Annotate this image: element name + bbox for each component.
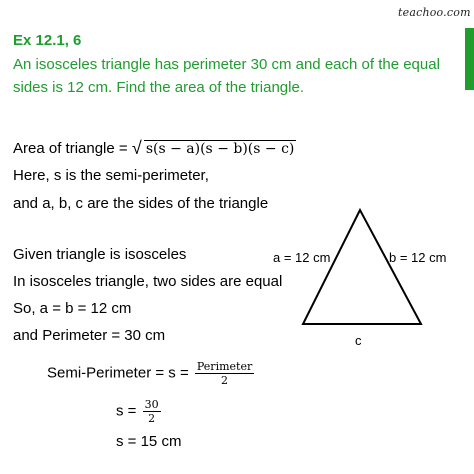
- teachoo-logo: teachoo.com: [398, 6, 471, 19]
- side-c-label: c: [355, 333, 362, 348]
- side-a-label: a = 12 cm: [273, 250, 331, 265]
- exercise-title: Ex 12.1, 6: [13, 32, 82, 49]
- semi-perimeter-label: Semi-Perimeter = s =: [47, 364, 193, 382]
- s-denominator: 2: [148, 412, 156, 425]
- area-formula: s(s − a)(s − b)(s − c): [145, 141, 295, 157]
- s-result-line: s = 15 cm: [116, 433, 182, 450]
- fraction-numerator: Perimeter: [196, 360, 253, 373]
- ab-value-line: So, a = b = 12 cm: [13, 300, 132, 317]
- semi-perimeter-fraction: [195, 360, 254, 387]
- semi-perimeter-formula: [47, 360, 254, 387]
- s-fraction-line: [116, 398, 161, 425]
- accent-bar: [465, 28, 474, 90]
- s-label: s =: [116, 402, 141, 420]
- equal-sides-line: In isosceles triangle, two sides are equal: [13, 273, 283, 290]
- given-line: Given triangle is isosceles: [13, 246, 187, 263]
- question-line-2: sides is 12 cm. Find the area of the triangle.: [13, 79, 304, 96]
- sqrt-icon: √: [131, 138, 142, 158]
- triangle-shape: [303, 210, 421, 324]
- fraction-denominator: 2: [221, 374, 229, 387]
- area-formula-line: [13, 140, 296, 157]
- triangle-diagram: [296, 206, 430, 330]
- question-line-1: An isosceles triangle has perimeter 30 cm and each of the equal: [13, 56, 440, 73]
- s-numerator: 30: [144, 398, 159, 411]
- side-b-label: b = 12 cm: [389, 250, 447, 265]
- sqrt-expression: [132, 140, 297, 157]
- sides-note: and a, b, c are the sides of the triangle: [13, 195, 269, 212]
- semi-perimeter-note: Here, s is the semi-perimeter,: [13, 167, 209, 184]
- area-label: Area of triangle =: [13, 140, 132, 157]
- perimeter-line: and Perimeter = 30 cm: [13, 327, 166, 344]
- s-fraction: [143, 398, 161, 425]
